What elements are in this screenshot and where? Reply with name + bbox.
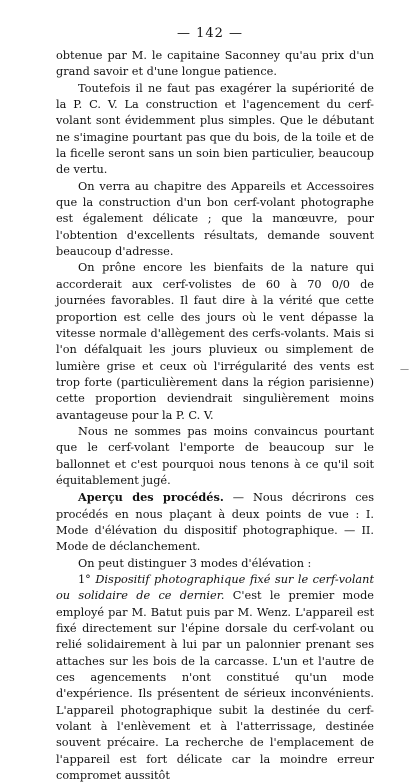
- paragraph-appareils: On verra au chapitre des Appareils et Accessoires que la construction d'un bon cerf-volant photographe est également délicate ; que la manœuvre, pour l'obtention d'excellents résultats, demande souvent beaucoup d'adresse.: [56, 179, 374, 259]
- item-italic-title: Dispositif photographique fixé sur le cerf-volant ou solidaire de ce dernier.: [56, 573, 374, 603]
- page-number: — 142 —: [176, 26, 244, 41]
- paragraph-conviction: Nous ne sommes pas moins convaincus pourtant que le cerf-volant l'emporte de beaucoup sur le ballonnet et c'est pourquoi nous tenons à ce qu'il soit équitablement jugé.: [56, 424, 374, 487]
- section-apercu: [56, 489, 374, 555]
- list-item-mode-1: [56, 572, 374, 784]
- section-intro: — Nous décrirons ces procédés en nous plaçant à deux points de vue : I. Mode d'élévation du dispositif photographique. — II. Mode de déclanchement.: [56, 491, 375, 554]
- margin-mark: —: [400, 365, 409, 375]
- paragraph-superiorite: Toutefois il ne faut pas exagérer la supériorité de la P. C. V. La construction et l'agencement du cerf-volant sont évidemment plus simples. Que le débutant ne s'imagine pourtant pas que du bois, de la toile et de la ficelle seront sans un soin bien particulier, beaucoup de vertu.: [56, 81, 374, 177]
- item-body: C'est le premier mode employé par M. Batut puis par M. Wenz. L'appareil est fixé directement sur l'épine dorsale du cerf-volant ou relié solidairement à lui par un palonnier prenant ses attaches sur les bois de la carcasse. L'un et l'autre de ces agencements n'ont constitué qu'un mode d'expérience. Ils présentent de sérieux inconvénients. L'appareil photographique subit la destinée du cerf-volant à l'enlèvement et à l'atterrissage, destinée souvent précaire. La recherche de l'emplacement de l'appareil est fort délicate car la moindre erreur compromet aussitôt: [56, 589, 374, 783]
- paragraph-modes: On peut distinguer 3 modes d'élévation :: [78, 556, 312, 570]
- paragraph-nature: On prône encore les bienfaits de la nature qui accorderait aux cerf-volistes de 60 à 70 0/0 de journées favorables. Il faut dire à la vérité que cette proportion est celle des jours où le vent dépasse la vitesse normale d'allègement des cerfs-volants. Mais si l'on défalquait les jours pluvieux ou simplement de lumière grise et ceux où l'irrégularité des vents est trop forte (particulièrement dans la région parisienne) cette proportion deviendrait singulièrement moins avantageuse pour la P. C. V.: [56, 261, 374, 422]
- section-heading: Aperçu des procédés.: [78, 490, 224, 505]
- item-number: 1°: [78, 573, 96, 586]
- body-text: [56, 48, 374, 784]
- paragraph-continuation: obtenue par M. le capitaine Saconney qu'au prix d'un grand savoir et d'une longue patience.: [56, 49, 374, 79]
